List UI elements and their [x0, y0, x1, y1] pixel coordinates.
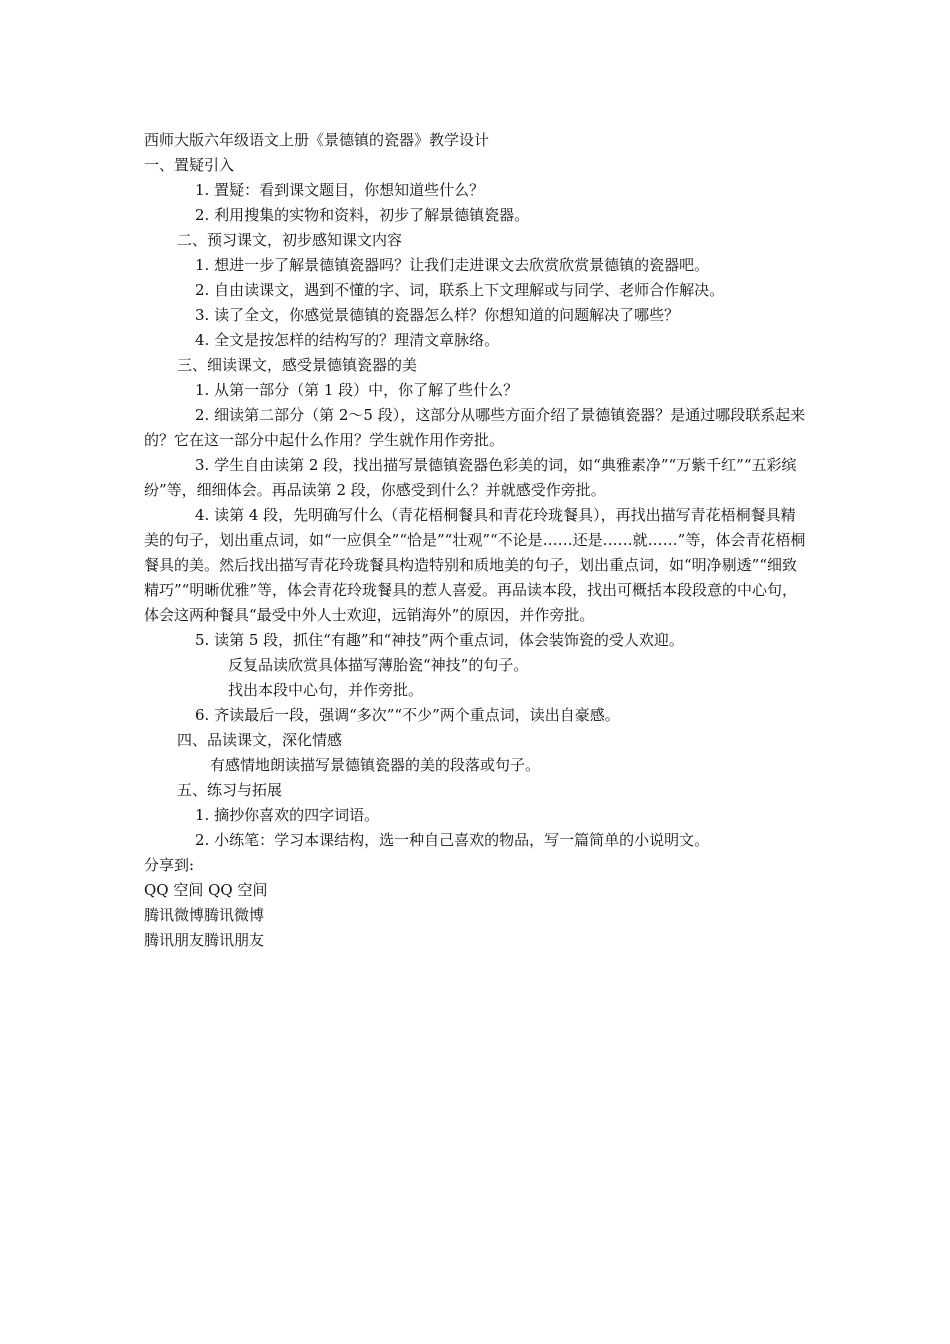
list-item: 1. 置疑：看到课文题目，你想知道些什么？	[195, 181, 485, 199]
list-item: 5. 读第 5 段，抓住“有趣”和“神技”两个重点词，体会装饰瓷的受人欢迎。	[195, 631, 684, 649]
share-link-tencent-friends[interactable]: 腾讯朋友腾讯朋友	[144, 931, 265, 949]
sub-item: 反复品读欣赏具体描写薄胎瓷“神技”的句子。	[228, 656, 529, 674]
section-heading-3: 三、细读课文，感受景德镇瓷器的美	[177, 356, 418, 374]
list-item: 4. 读第 4 段，先明确写什么（青花梧桐餐具和青花玲珑餐具），再找出描写青花梧桐餐具精美的句子，划出重点词，如“一应俱全”“恰是”“壮观”“不论是……还是……就……”等，体会青花梧桐餐具的美。然后找出描写青花玲珑餐具构造特别和质地美的句子，划出重点词，如“明净剔透”“细致精巧”“明晰优雅”等，体会青花玲珑餐具的惹人喜爱。再品读本段，找出可概括本段段意的中心句，体会这两种餐具“最受中外人士欢迎，远销海外”的原因，并作旁批。	[144, 506, 806, 624]
share-link-qzone[interactable]: QQ 空间 QQ 空间	[144, 881, 268, 899]
list-item: 1. 想进一步了解景德镇瓷器吗？让我们走进课文去欣赏欣赏景德镇的瓷器吧。	[195, 256, 710, 274]
list-item: 3. 读了全文，你感觉景德镇的瓷器怎么样？你想知道的问题解决了哪些？	[195, 306, 680, 324]
list-item: 6. 齐读最后一段，强调“多次”“不少”两个重点词，读出自豪感。	[195, 706, 620, 724]
list-item: 2. 利用搜集的实物和资料，初步了解景德镇瓷器。	[195, 206, 530, 224]
section-body: 有感情地朗读描写景德镇瓷器的美的段落或句子。	[210, 756, 541, 774]
share-label: 分享到:	[144, 856, 195, 874]
list-item: 2. 自由读课文，遇到不懂的字、词，联系上下文理解或与同学、老师合作解决。	[195, 281, 725, 299]
document-title: 西师大版六年级语文上册《景德镇的瓷器》教学设计	[144, 131, 490, 149]
section-heading-5: 五、练习与拓展	[177, 781, 283, 799]
list-item: 2. 小练笔：学习本课结构，选一种自己喜欢的物品，写一篇简单的小说明文。	[195, 831, 710, 849]
list-item: 4. 全文是按怎样的结构写的？理清文章脉络。	[195, 331, 500, 349]
document-page	[144, 128, 809, 953]
share-link-tencent-weibo[interactable]: 腾讯微博腾讯微博	[144, 906, 265, 924]
section-heading-1: 一、置疑引入	[144, 156, 235, 174]
list-item: 2. 细读第二部分（第 2～5 段），这部分从哪些方面介绍了景德镇瓷器？是通过哪段联系起来的？它在这一部分中起什么作用？学生就作用作旁批。	[144, 406, 806, 449]
section-heading-4: 四、品读课文，深化情感	[177, 731, 343, 749]
list-item: 3. 学生自由读第 2 段，找出描写景德镇瓷器色彩美的词，如“典雅素净”“万紫千红”“五彩缤纷”等，细细体会。再品读第 2 段，你感受到什么？并就感受作旁批。	[144, 456, 797, 499]
sub-item: 找出本段中心句，并作旁批。	[228, 681, 424, 699]
list-item: 1. 摘抄你喜欢的四字词语。	[195, 806, 380, 824]
list-item: 1. 从第一部分（第 1 段）中，你了解了些什么？	[195, 381, 519, 399]
section-heading-2: 二、预习课文，初步感知课文内容	[177, 231, 403, 249]
